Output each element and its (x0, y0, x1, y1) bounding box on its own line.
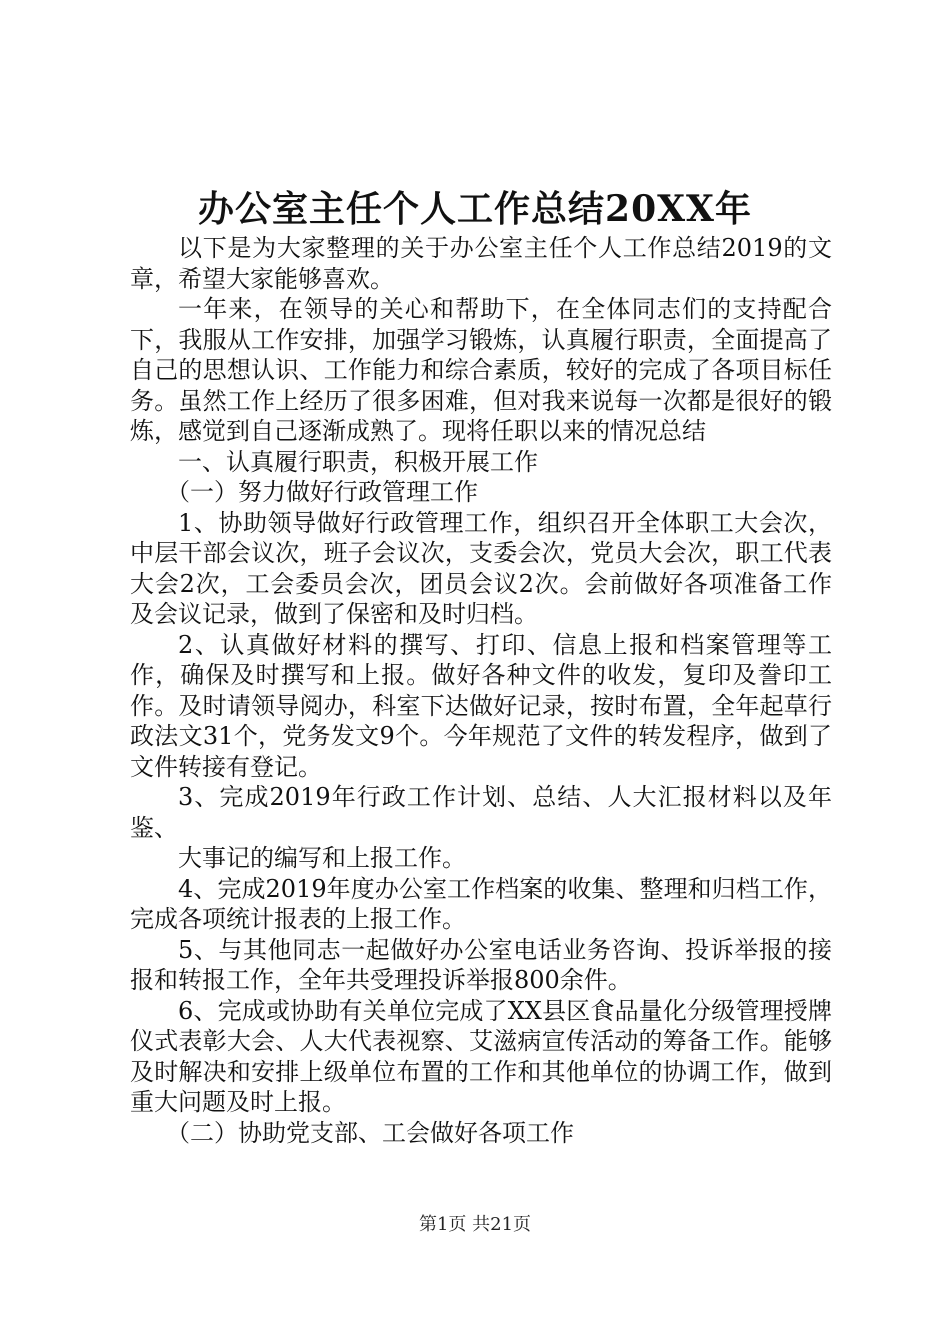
paragraph: 2、认真做好材料的撰写、打印、信息上报和档案管理等工作，确保及时撰写和上报。做好各种文件的收发，复印及誊印工作。及时请领导阅办，科室下达做好记录，按时布置，全年起草行政法文31个，党务发文9个。今年规范了文件的转发程序，做到了文件转接有登记。 (130, 630, 832, 781)
subsection-heading: （二）协助党支部、工会做好各项工作 (166, 1118, 574, 1147)
paragraph: 1、协助领导做好行政管理工作，组织召开全体职工大会次，中层干部会议次，班子会议次，支委会次，党员大会次，职工代表大会2次，工会委员会次，团员会议2次。会前做好各项准备工作及会议记录，做到了保密和及时归档。 (130, 508, 832, 628)
paragraph: 3、完成2019年行政工作计划、总结、人大汇报材料以及年鉴、 (130, 783, 832, 842)
document-title: 办公室主任个人工作总结20XX年 (198, 188, 752, 230)
document-body (130, 233, 832, 1148)
paragraph: 4、完成2019年度办公室工作档案的收集、整理和归档工作，完成各项统计报表的上报工作。 (130, 874, 832, 933)
paragraph: 5、与其他同志一起做好办公室电话业务咨询、投诉举报的接报和转报工作，全年共受理投诉举报800余件。 (130, 935, 832, 994)
paragraph: 以下是为大家整理的关于办公室主任个人工作总结2019的文章，希望大家能够喜欢。 (130, 234, 832, 293)
paragraph: 6、完成或协助有关单位完成了XX县区食品量化分级管理授牌仪式表彰大会、人大代表视察、艾滋病宣传活动的筹备工作。能够及时解决和安排上级单位布置的工作和其他单位的协调工作，做到重大问题及时上报。 (130, 996, 832, 1116)
section-heading: 一、认真履行职责，积极开展工作 (178, 447, 538, 476)
paragraph: 大事记的编写和上报工作。 (178, 844, 466, 872)
paragraph: 一年来，在领导的关心和帮助下，在全体同志们的支持配合下，我服从工作安排，加强学习锻炼，认真履行职责，全面提高了自己的思想认识、工作能力和综合素质，较好的完成了各项目标任务。虽然工作上经历了很多困难，但对我来说每一次都是很好的锻炼，感觉到自己逐渐成熟了。现将任职以来的情况总结 (130, 295, 832, 445)
subsection-heading: （一）努力做好行政管理工作 (166, 478, 478, 506)
page-footer: 第1页 共21页 (418, 1214, 532, 1235)
